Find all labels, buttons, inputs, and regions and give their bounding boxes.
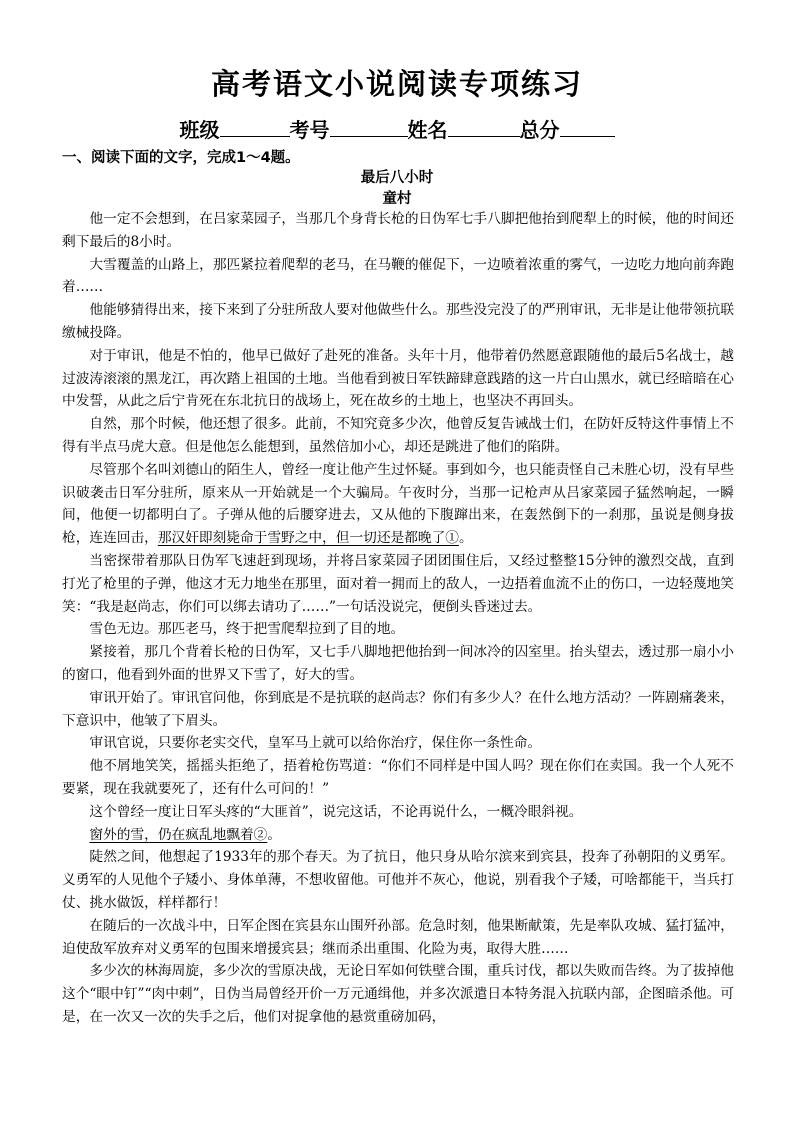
paragraph: 审讯开始了。审讯官问他，你到底是不是抗联的赵尚志？你们有多少人？在什么地方活动？一阵剧痛袭来，下意识中，他皱了下眉头。 xyxy=(62,689,734,729)
story-body xyxy=(62,208,734,1029)
class-blank[interactable] xyxy=(220,118,290,137)
name-label: 姓名 xyxy=(407,118,448,142)
paragraph: 多少次的林海周旋，多少次的雪原决战，无论日军如何铁壁合围，重兵讨伐，都以失败而告终。为了拔掉他这个“眼中钉”“肉中刺”，日伪当局曾经开价一万元通缉他，并多次派遣日本特务混入抗联内部，企图暗杀他。可是，在一次又一次的失手之后，他们对捉拿他的悬赏重磅加码， xyxy=(62,963,734,1025)
paragraph: 当密探带着那队日伪军飞速赶到现场，并将吕家菜园子团团围住后，又经过整整15分钟的激烈交战，直到打光了枪里的子弹，他这才无力地坐在那里，面对着一拥而上的敌人，一边捂着血流不止的伤口，一边轻蔑地笑笑：“我是赵尚志，你们可以绑去请功了……”一句话没说完，便倒头昏迷过去。 xyxy=(62,552,734,615)
exam-no-label: 考号 xyxy=(289,118,330,142)
paragraph: 他不屑地笑笑，摇摇头拒绝了，捂着枪伤骂道：“你们不同样是中国人吗？现在你们在卖国。我一个人死不要紧，现在我就要死了，还有什么可问的！” xyxy=(62,758,734,797)
student-info-line xyxy=(0,114,794,143)
paragraph: 大雪覆盖的山路上，那匹紧拉着爬犁的老马，在马鞭的催促下，一边喷着浓重的雾气，一边吃力地向前奔跑着…… xyxy=(62,256,734,296)
exam-no-blank[interactable] xyxy=(330,118,408,137)
paragraph: 陡然之间，他想起了1933年的那个春天。为了抗日，他只身从哈尔滨来到宾县，投奔了孙朝阳的义勇军。义勇军的人见他个子矮小、身体单薄，不想收留他。可他并不灰心，他说，别看我个子矮，可啥都能干，当兵打仗、挑水做饭，样样都行！ xyxy=(62,849,734,911)
story-title: 最后八小时 xyxy=(360,170,434,186)
paragraph: 窗外的雪，仍在疯乱地飘着②。 xyxy=(89,826,282,843)
paragraph: 自然，那个时候，他还想了很多。此前，不知究竟多少次，他曾反复告诫战士们，在防奸反特这件事情上不得有半点马虎大意。但是他怎么能想到，虽然倍加小心，却还是跳进了他们的陷阱。 xyxy=(62,416,734,455)
underlined-sentence-2: 窗外的雪，仍在疯乱地飘着② xyxy=(89,826,268,843)
page-title: 高考语文小说阅读专项练习 xyxy=(210,67,583,101)
score-label: 总分 xyxy=(519,118,560,142)
paragraph: 尽管那个名叫刘德山的陌生人，曾经一度让他产生过怀疑。事到如今，也只能责怪自己未胜心切，没有早些识破袭击日军分驻所，原来从一开始就是一个大骗局。午夜时分，当那一记枪声从吕家菜园子猛然响起，一瞬间，他便一切都明白了。子弹从他的后腰穿进去，又从他的下腹蹿出来，在轰然倒下的一刹那，虽说是侧身拔枪，连连回击，那汉奸即刻毙命于雪野之中，但一切还是都晚了①。 xyxy=(62,461,734,547)
name-blank[interactable] xyxy=(448,118,520,137)
class-label: 班级 xyxy=(179,118,220,142)
question-instruction: 一、阅读下面的文字，完成1～4题。 xyxy=(62,150,300,166)
score-blank[interactable] xyxy=(560,118,615,137)
paragraph: 他一定不会想到，在吕家菜园子，当那几个身背长枪的日伪军七手八脚把他抬到爬犁上的时候，他的时间还剩下最后的8小时。 xyxy=(62,211,734,250)
paragraph: 雪色无边。那匹老马，终于把雪爬犁拉到了目的地。 xyxy=(89,621,405,638)
underlined-sentence-1: 那汉奸即刻毙命于雪野之中，但一切还是都晚了① xyxy=(157,530,459,547)
paragraph: 对于审讯，他是不怕的，他早已做好了赴死的准备。头年十月，他带着仍然愿意跟随他的最后5名战士，越过波涛滚滚的黑龙江，再次踏上祖国的土地。当他看到被日军铁蹄肆意践踏的这一片白山黑水，就已经暗暗在心中发誓，从此之后宁肯死在东北抗日的战场上，死在故乡的土地上，也坚决不再回头。 xyxy=(62,347,734,410)
paragraph: 审讯官说，只要你老实交代，皇军马上就可以给你治疗，保住你一条性命。 xyxy=(89,735,542,752)
paragraph: 在随后的一次战斗中，日军企图在宾县东山围歼孙部。危急时刻，他果断献策，先是率队攻城、猛打猛冲，迫使敌军放弃对义勇军的包围来增援宾县；继而杀出重围、化险为夷，取得大胜…… xyxy=(62,917,734,957)
paragraph: 他能够猜得出来，接下来到了分驻所敌人要对他做些什么。那些没完没了的严刑审讯，无非是让他带领抗联缴械投降。 xyxy=(62,302,734,341)
paragraph: 紧接着，那几个背着长枪的日伪军，又七手八脚地把他抬到一间冰冷的囚室里。抬头望去，透过那一扇小小的窗口，他看到外面的世界又下雪了，好大的雪。 xyxy=(62,644,734,683)
story-author: 童村 xyxy=(382,191,412,207)
paragraph: 这个曾经一度让日军头疼的“大匪首”，说完这话，不论再说什么，一概冷眼斜视。 xyxy=(89,803,583,820)
